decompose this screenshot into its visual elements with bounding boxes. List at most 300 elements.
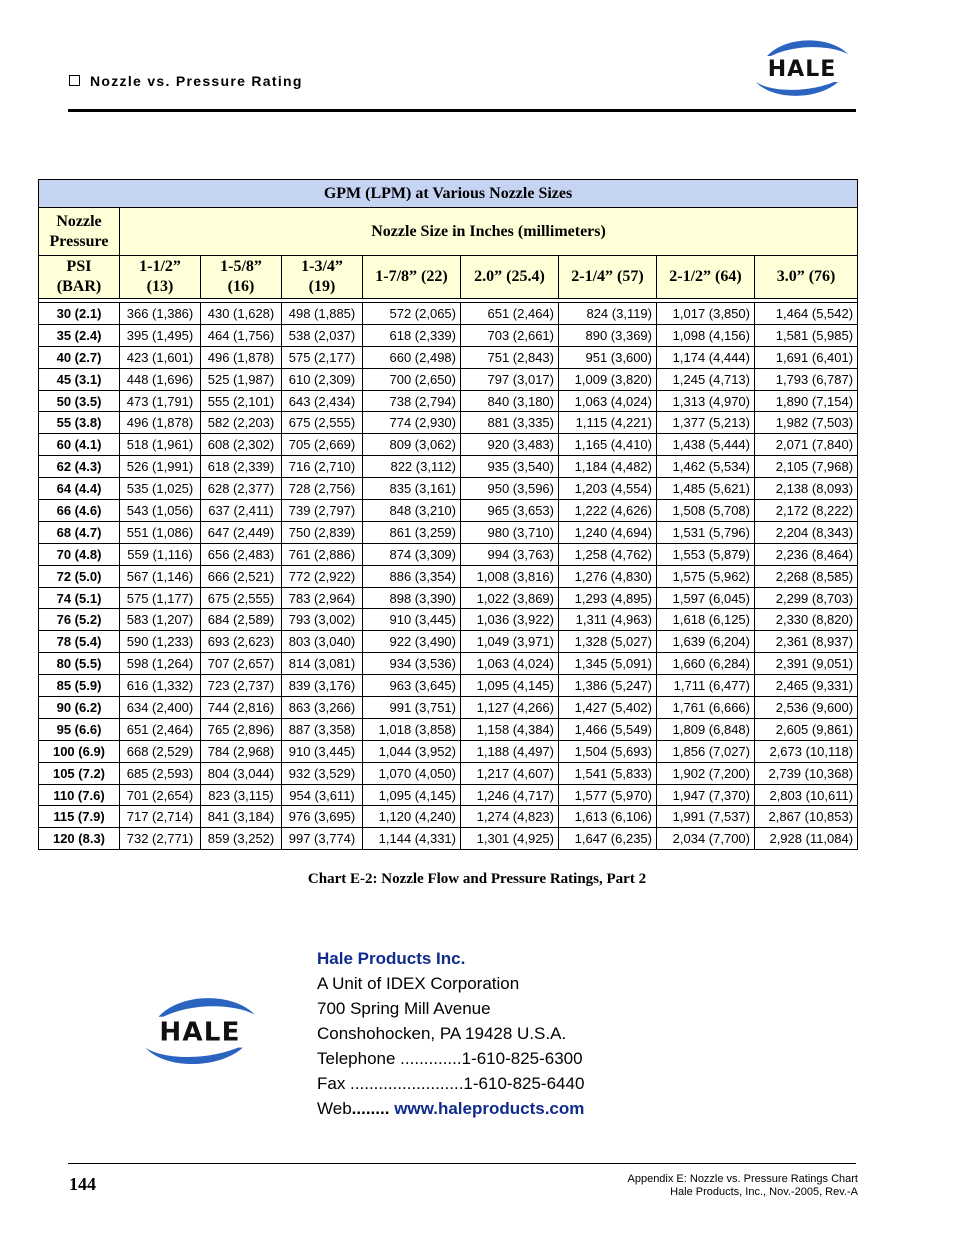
pressure-header-line1: Nozzle (56, 212, 102, 230)
flow-cell: 841 (3,184) (201, 806, 282, 828)
fax-line (317, 1071, 584, 1096)
table-caption: GPM (LPM) at Various Nozzle Sizes (39, 180, 858, 208)
flow-cell: 1,438 (5,444) (657, 434, 755, 456)
table-row (39, 806, 858, 828)
table-row (39, 740, 858, 762)
flow-cell: 1,127 (4,266) (461, 697, 559, 719)
table-row (39, 653, 858, 675)
web-line (317, 1096, 584, 1121)
svg-text:HALE: HALE (767, 57, 837, 82)
header-row-size (39, 208, 858, 256)
flow-cell: 618 (2,339) (201, 456, 282, 478)
flow-cell: 1,761 (6,666) (657, 697, 755, 719)
flow-cell: 1,036 (3,922) (461, 609, 559, 631)
header-row-units (39, 256, 858, 299)
company-address (317, 946, 584, 1121)
header-rule (68, 109, 856, 112)
table-row (39, 521, 858, 543)
table-row (39, 587, 858, 609)
footer-rule (68, 1163, 856, 1164)
flow-cell: 366 (1,386) (120, 303, 201, 325)
flow-cell: 1,049 (3,971) (461, 631, 559, 653)
flow-cell: 2,361 (8,937) (755, 631, 858, 653)
flow-cell: 555 (2,101) (201, 390, 282, 412)
flow-cell: 920 (3,483) (461, 434, 559, 456)
hale-logo-large-icon (140, 993, 260, 1069)
pressure-cell: 95 (6.6) (39, 718, 120, 740)
flow-cell: 1,639 (6,204) (657, 631, 755, 653)
svg-text:HALE: HALE (159, 1017, 241, 1048)
flow-cell: 395 (1,495) (120, 324, 201, 346)
column-header-size: 3.0” (76) (776, 268, 836, 285)
flow-cell: 783 (2,964) (282, 587, 363, 609)
flow-cell: 1,311 (4,963) (559, 609, 657, 631)
flow-cell: 751 (2,843) (461, 346, 559, 368)
flow-cell: 464 (1,756) (201, 324, 282, 346)
flow-cell: 951 (3,600) (559, 346, 657, 368)
pressure-cell: 90 (6.2) (39, 697, 120, 719)
table-row (39, 324, 858, 346)
flow-cell: 1,044 (3,952) (363, 740, 461, 762)
flow-cell: 2,071 (7,840) (755, 434, 858, 456)
flow-cell: 2,034 (7,700) (657, 828, 755, 850)
column-header-metric: (13) (146, 278, 174, 295)
flow-cell: 1,464 (5,542) (755, 303, 858, 325)
flow-cell: 705 (2,669) (282, 434, 363, 456)
flow-cell: 1,793 (6,787) (755, 368, 858, 390)
flow-cell: 660 (2,498) (363, 346, 461, 368)
flow-cell: 610 (2,309) (282, 368, 363, 390)
flow-cell: 2,536 (9,600) (755, 697, 858, 719)
flow-cell: 1,245 (4,713) (657, 368, 755, 390)
flow-cell: 1,158 (4,384) (461, 718, 559, 740)
flow-cell: 583 (1,207) (120, 609, 201, 631)
flow-cell: 861 (3,259) (363, 521, 461, 543)
flow-cell: 910 (3,445) (363, 609, 461, 631)
telephone-number: 1-610-825-6300 (461, 1049, 583, 1068)
table-row (39, 346, 858, 368)
table-row (39, 456, 858, 478)
flow-cell: 1,203 (4,554) (559, 478, 657, 500)
flow-cell: 2,330 (8,820) (755, 609, 858, 631)
flow-cell: 784 (2,968) (201, 740, 282, 762)
flow-cell: 1,618 (6,125) (657, 609, 755, 631)
nozzle-flow-table (38, 179, 858, 850)
unit-header-line1: PSI (66, 258, 92, 275)
flow-cell: 675 (2,555) (282, 412, 363, 434)
flow-cell: 797 (3,017) (461, 368, 559, 390)
flow-cell: 954 (3,611) (282, 784, 363, 806)
flow-cell: 1,553 (5,879) (657, 543, 755, 565)
flow-cell: 1,462 (5,534) (657, 456, 755, 478)
flow-cell: 1,711 (6,477) (657, 675, 755, 697)
pressure-cell: 76 (5.2) (39, 609, 120, 631)
flow-cell: 965 (3,653) (461, 500, 559, 522)
flow-cell: 1,098 (4,156) (657, 324, 755, 346)
flow-cell: 1,217 (4,607) (461, 762, 559, 784)
flow-cell: 643 (2,434) (282, 390, 363, 412)
table-row (39, 675, 858, 697)
table-row (39, 368, 858, 390)
flow-cell: 822 (3,112) (363, 456, 461, 478)
column-header-metric: (19) (308, 278, 336, 295)
flow-cell: 2,204 (8,343) (755, 521, 858, 543)
unit-header (39, 256, 120, 299)
flow-cell: 423 (1,601) (120, 346, 201, 368)
flow-cell: 1,009 (3,820) (559, 368, 657, 390)
flow-cell: 598 (1,264) (120, 653, 201, 675)
flow-cell: 774 (2,930) (363, 412, 461, 434)
pressure-cell: 60 (4.1) (39, 434, 120, 456)
column-header-size: 1-3/4” (301, 258, 343, 275)
flow-cell: 590 (1,233) (120, 631, 201, 653)
flow-cell: 2,138 (8,093) (755, 478, 858, 500)
flow-cell: 1,240 (4,694) (559, 521, 657, 543)
flow-cell: 535 (1,025) (120, 478, 201, 500)
table-row (39, 784, 858, 806)
flow-cell: 647 (2,449) (201, 521, 282, 543)
flow-cell: 701 (2,654) (120, 784, 201, 806)
flow-cell: 1,063 (4,024) (559, 390, 657, 412)
flow-cell: 668 (2,529) (120, 740, 201, 762)
column-header (201, 256, 282, 299)
flow-cell: 498 (1,885) (282, 303, 363, 325)
flow-cell: 997 (3,774) (282, 828, 363, 850)
flow-cell: 744 (2,816) (201, 697, 282, 719)
flow-cell: 1,890 (7,154) (755, 390, 858, 412)
flow-cell: 2,236 (8,464) (755, 543, 858, 565)
flow-cell: 2,299 (8,703) (755, 587, 858, 609)
flow-cell: 684 (2,589) (201, 609, 282, 631)
flow-cell: 707 (2,657) (201, 653, 282, 675)
flow-cell: 543 (1,056) (120, 500, 201, 522)
flow-cell: 703 (2,661) (461, 324, 559, 346)
flow-cell: 804 (3,044) (201, 762, 282, 784)
flow-cell: 1,508 (5,708) (657, 500, 755, 522)
pressure-cell: 45 (3.1) (39, 368, 120, 390)
flow-cell: 1,246 (4,717) (461, 784, 559, 806)
flow-cell: 1,386 (5,247) (559, 675, 657, 697)
flow-cell: 739 (2,797) (282, 500, 363, 522)
flow-cell: 1,144 (4,331) (363, 828, 461, 850)
flow-cell: 772 (2,922) (282, 565, 363, 587)
flow-cell: 1,427 (5,402) (559, 697, 657, 719)
flow-cell: 840 (3,180) (461, 390, 559, 412)
pressure-cell: 78 (5.4) (39, 631, 120, 653)
flow-cell: 1,597 (6,045) (657, 587, 755, 609)
flow-cell: 572 (2,065) (363, 303, 461, 325)
checkbox-bullet-icon (69, 75, 80, 86)
flow-cell: 1,165 (4,410) (559, 434, 657, 456)
flow-cell: 1,063 (4,024) (461, 653, 559, 675)
size-header: Nozzle Size in Inches (millimeters) (120, 208, 858, 256)
flow-cell: 1,504 (5,693) (559, 740, 657, 762)
flow-cell: 750 (2,839) (282, 521, 363, 543)
flow-cell: 1,120 (4,240) (363, 806, 461, 828)
flow-cell: 666 (2,521) (201, 565, 282, 587)
pressure-cell: 35 (2.4) (39, 324, 120, 346)
flow-cell: 793 (3,002) (282, 609, 363, 631)
pressure-cell: 100 (6.9) (39, 740, 120, 762)
flow-cell: 934 (3,536) (363, 653, 461, 675)
pressure-cell: 72 (5.0) (39, 565, 120, 587)
flow-cell: 496 (1,878) (120, 412, 201, 434)
fax-label: Fax ........................ (317, 1074, 464, 1093)
flow-cell: 2,172 (8,222) (755, 500, 858, 522)
pressure-cell: 74 (5.1) (39, 587, 120, 609)
table-row (39, 500, 858, 522)
flow-cell: 430 (1,628) (201, 303, 282, 325)
column-header (282, 256, 363, 299)
pressure-cell: 66 (4.6) (39, 500, 120, 522)
flow-cell: 1,345 (5,091) (559, 653, 657, 675)
flow-cell: 723 (2,737) (201, 675, 282, 697)
table-body (39, 303, 858, 850)
pressure-cell: 80 (5.5) (39, 653, 120, 675)
footer-text (628, 1173, 859, 1199)
pressure-cell: 30 (2.1) (39, 303, 120, 325)
table-caption-row (39, 180, 858, 208)
pressure-cell: 64 (4.4) (39, 478, 120, 500)
pressure-cell: 40 (2.7) (39, 346, 120, 368)
flow-cell: 2,605 (9,861) (755, 718, 858, 740)
flow-cell: 1,095 (4,145) (461, 675, 559, 697)
table-row (39, 828, 858, 850)
city-address: Conshohocken, PA 19428 U.S.A. (317, 1024, 567, 1043)
flow-cell: 1,222 (4,626) (559, 500, 657, 522)
flow-cell: 1,647 (6,235) (559, 828, 657, 850)
column-header-size: 1-7/8” (22) (375, 268, 448, 285)
web-label: Web (317, 1099, 352, 1118)
pressure-cell: 120 (8.3) (39, 828, 120, 850)
column-header-size: 2-1/4” (57) (571, 268, 644, 285)
flow-cell: 963 (3,645) (363, 675, 461, 697)
flow-cell: 2,105 (7,968) (755, 456, 858, 478)
flow-cell: 717 (2,714) (120, 806, 201, 828)
flow-cell: 525 (1,987) (201, 368, 282, 390)
section-title (69, 73, 303, 89)
flow-cell: 728 (2,756) (282, 478, 363, 500)
pressure-cell: 105 (7.2) (39, 762, 120, 784)
column-header (559, 256, 657, 299)
flow-cell: 922 (3,490) (363, 631, 461, 653)
flow-cell: 890 (3,369) (559, 324, 657, 346)
flow-cell: 803 (3,040) (282, 631, 363, 653)
flow-cell: 1,902 (7,200) (657, 762, 755, 784)
flow-cell: 738 (2,794) (363, 390, 461, 412)
flow-cell: 765 (2,896) (201, 718, 282, 740)
flow-cell: 2,739 (10,368) (755, 762, 858, 784)
fax-number: 1-610-825-6440 (463, 1074, 585, 1093)
flow-cell: 1,577 (5,970) (559, 784, 657, 806)
flow-cell: 1,018 (3,858) (363, 718, 461, 740)
flow-cell: 859 (3,252) (201, 828, 282, 850)
page-number: 144 (69, 1174, 96, 1194)
column-header (461, 256, 559, 299)
flow-cell: 675 (2,555) (201, 587, 282, 609)
flow-cell: 935 (3,540) (461, 456, 559, 478)
flow-cell: 575 (2,177) (282, 346, 363, 368)
section-title-text: Nozzle vs. Pressure Rating (90, 73, 303, 89)
flow-cell: 538 (2,037) (282, 324, 363, 346)
flow-cell: 526 (1,991) (120, 456, 201, 478)
table-row (39, 631, 858, 653)
column-header-size: 1-5/8” (220, 258, 262, 275)
flow-cell: 1,581 (5,985) (755, 324, 858, 346)
flow-cell: 473 (1,791) (120, 390, 201, 412)
footer-line2: Hale Products, Inc., Nov.-2005, Rev.-A (670, 1186, 858, 1198)
flow-cell: 2,867 (10,853) (755, 806, 858, 828)
flow-cell: 863 (3,266) (282, 697, 363, 719)
pressure-cell: 68 (4.7) (39, 521, 120, 543)
flow-cell: 1,575 (5,962) (657, 565, 755, 587)
flow-cell: 2,928 (11,084) (755, 828, 858, 850)
flow-cell: 1,982 (7,503) (755, 412, 858, 434)
table-row (39, 543, 858, 565)
pressure-cell: 55 (3.8) (39, 412, 120, 434)
flow-cell: 582 (2,203) (201, 412, 282, 434)
flow-cell: 634 (2,400) (120, 697, 201, 719)
flow-cell: 1,115 (4,221) (559, 412, 657, 434)
column-header-metric: (16) (227, 278, 255, 295)
flow-cell: 1,276 (4,830) (559, 565, 657, 587)
flow-cell: 1,095 (4,145) (363, 784, 461, 806)
pressure-cell: 62 (4.3) (39, 456, 120, 478)
flow-cell: 1,022 (3,869) (461, 587, 559, 609)
flow-cell: 628 (2,377) (201, 478, 282, 500)
flow-cell: 1,258 (4,762) (559, 543, 657, 565)
flow-cell: 651 (2,464) (120, 718, 201, 740)
pressure-header-line2: Pressure (49, 232, 109, 250)
flow-cell: 716 (2,710) (282, 456, 363, 478)
flow-cell: 1,660 (6,284) (657, 653, 755, 675)
flow-cell: 1,377 (5,213) (657, 412, 755, 434)
flow-cell: 910 (3,445) (282, 740, 363, 762)
flow-cell: 575 (1,177) (120, 587, 201, 609)
flow-cell: 994 (3,763) (461, 543, 559, 565)
flow-cell: 898 (3,390) (363, 587, 461, 609)
flow-cell: 700 (2,650) (363, 368, 461, 390)
flow-cell: 567 (1,146) (120, 565, 201, 587)
hale-logo-icon (752, 36, 852, 100)
flow-cell: 518 (1,961) (120, 434, 201, 456)
table-row (39, 609, 858, 631)
flow-cell: 809 (3,062) (363, 434, 461, 456)
flow-cell: 881 (3,335) (461, 412, 559, 434)
flow-cell: 835 (3,161) (363, 478, 461, 500)
flow-cell: 656 (2,483) (201, 543, 282, 565)
flow-cell: 848 (3,210) (363, 500, 461, 522)
flow-cell: 1,328 (5,027) (559, 631, 657, 653)
flow-cell: 1,856 (7,027) (657, 740, 755, 762)
flow-cell: 2,673 (10,118) (755, 740, 858, 762)
table-row (39, 565, 858, 587)
company-unit: A Unit of IDEX Corporation (317, 974, 520, 993)
flow-cell: 980 (3,710) (461, 521, 559, 543)
telephone-label: Telephone ............. (317, 1049, 462, 1068)
flow-cell: 1,466 (5,549) (559, 718, 657, 740)
table-row (39, 697, 858, 719)
flow-cell: 559 (1,116) (120, 543, 201, 565)
flow-cell: 1,184 (4,482) (559, 456, 657, 478)
flow-cell: 1,274 (4,823) (461, 806, 559, 828)
column-header-size: 2.0” (25.4) (474, 268, 545, 285)
flow-cell: 2,803 (10,611) (755, 784, 858, 806)
flow-cell: 1,991 (7,537) (657, 806, 755, 828)
flow-cell: 1,531 (5,796) (657, 521, 755, 543)
pressure-cell: 70 (4.8) (39, 543, 120, 565)
street-address: 700 Spring Mill Avenue (317, 999, 491, 1018)
flow-cell: 1,301 (4,925) (461, 828, 559, 850)
table-row (39, 478, 858, 500)
column-header (363, 256, 461, 299)
flow-cell: 1,485 (5,621) (657, 478, 755, 500)
flow-cell: 637 (2,411) (201, 500, 282, 522)
column-header-size: 2-1/2” (64) (669, 268, 742, 285)
flow-cell: 839 (3,176) (282, 675, 363, 697)
flow-cell: 1,174 (4,444) (657, 346, 755, 368)
pressure-cell: 115 (7.9) (39, 806, 120, 828)
flow-cell: 887 (3,358) (282, 718, 363, 740)
flow-cell: 732 (2,771) (120, 828, 201, 850)
flow-cell: 874 (3,309) (363, 543, 461, 565)
flow-cell: 616 (1,332) (120, 675, 201, 697)
table-row (39, 303, 858, 325)
unit-header-line2: (BAR) (56, 278, 102, 295)
column-header-size: 1-1/2” (139, 258, 181, 275)
flow-cell: 448 (1,696) (120, 368, 201, 390)
flow-cell: 1,188 (4,497) (461, 740, 559, 762)
flow-cell: 886 (3,354) (363, 565, 461, 587)
flow-cell: 685 (2,593) (120, 762, 201, 784)
pressure-cell: 110 (7.6) (39, 784, 120, 806)
pressure-cell: 50 (3.5) (39, 390, 120, 412)
flow-cell: 950 (3,596) (461, 478, 559, 500)
flow-cell: 1,008 (3,816) (461, 565, 559, 587)
flow-cell: 551 (1,086) (120, 521, 201, 543)
flow-cell: 618 (2,339) (363, 324, 461, 346)
flow-cell: 1,691 (6,401) (755, 346, 858, 368)
table-row (39, 412, 858, 434)
flow-cell: 693 (2,623) (201, 631, 282, 653)
footer-line1: Appendix E: Nozzle vs. Pressure Ratings Chart (627, 1173, 858, 1185)
flow-cell: 1,017 (3,850) (657, 303, 755, 325)
table-row (39, 762, 858, 784)
flow-cell: 1,809 (6,848) (657, 718, 755, 740)
flow-cell: 1,613 (6,106) (559, 806, 657, 828)
chart-caption: Chart E-2: Nozzle Flow and Pressure Ratings, Part 2 (307, 871, 647, 887)
table-row (39, 718, 858, 740)
flow-cell: 1,293 (4,895) (559, 587, 657, 609)
flow-cell: 651 (2,464) (461, 303, 559, 325)
flow-cell: 991 (3,751) (363, 697, 461, 719)
column-header (657, 256, 755, 299)
company-name: Hale Products Inc. (317, 949, 466, 968)
flow-cell: 1,947 (7,370) (657, 784, 755, 806)
table-row (39, 390, 858, 412)
flow-cell: 1,070 (4,050) (363, 762, 461, 784)
flow-cell: 2,268 (8,585) (755, 565, 858, 587)
flow-cell: 1,313 (4,970) (657, 390, 755, 412)
column-header (120, 256, 201, 299)
telephone-line (317, 1046, 584, 1071)
pressure-header (39, 208, 120, 256)
flow-cell: 976 (3,695) (282, 806, 363, 828)
web-link[interactable]: www.haleproducts.com (394, 1099, 585, 1118)
flow-cell: 1,541 (5,833) (559, 762, 657, 784)
column-header (755, 256, 858, 299)
flow-cell: 824 (3,119) (559, 303, 657, 325)
